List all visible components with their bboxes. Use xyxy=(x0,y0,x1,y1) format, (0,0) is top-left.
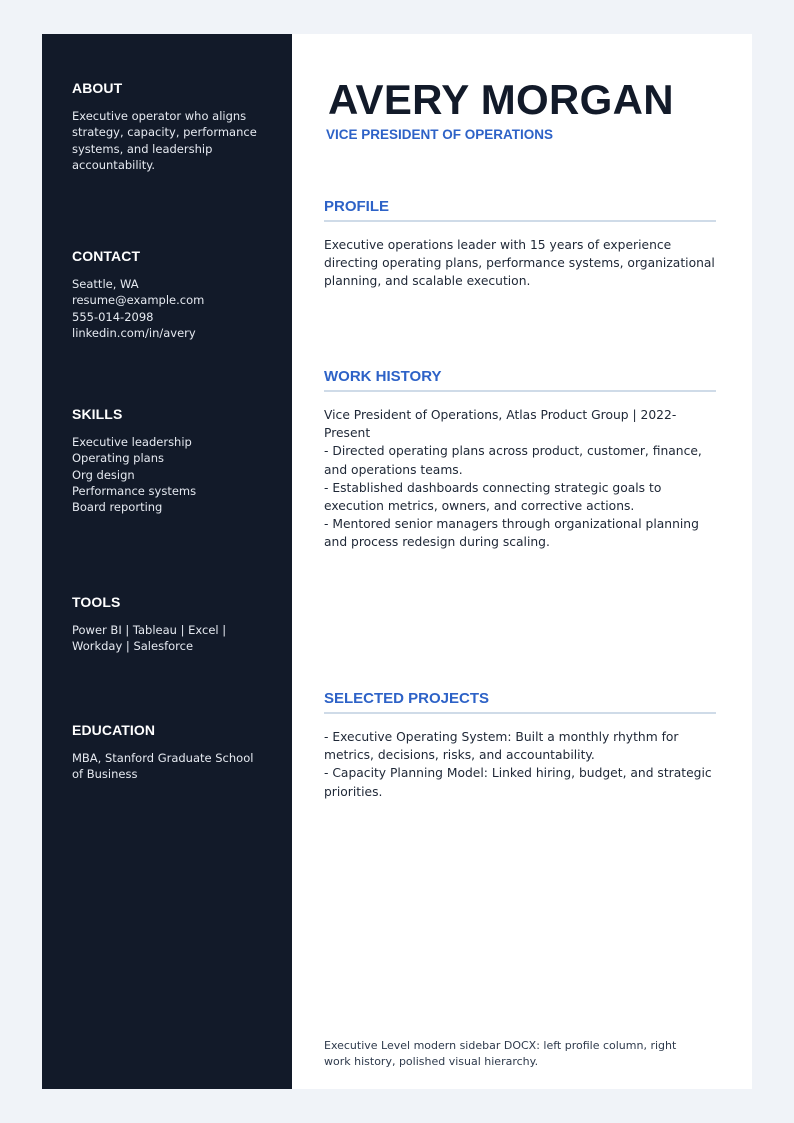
work-history-body xyxy=(324,406,716,552)
profile-section xyxy=(324,198,716,291)
contact-heading: CONTACT xyxy=(72,248,141,264)
skill-item: Performance systems xyxy=(72,483,197,498)
about-heading: ABOUT xyxy=(72,80,123,96)
profile-text: Executive operations leader with 15 years of experience directing operating plans, performance systems, organizational planning, and scalable execution. xyxy=(324,238,715,289)
contact-location: Seattle, WA xyxy=(72,277,139,291)
projects-body xyxy=(324,728,716,801)
profile-heading: PROFILE xyxy=(324,198,716,222)
contact-phone: 555-014-2098 xyxy=(72,309,154,324)
job-bullet: - Mentored senior managers through organizational planning and process redesign during scaling. xyxy=(324,517,699,550)
skill-item: Executive leadership xyxy=(72,435,192,449)
contact-section xyxy=(72,248,262,341)
about-text: Executive operator who aligns strategy, capacity, performance systems, and leadership accountability. xyxy=(72,109,257,172)
tools-heading: TOOLS xyxy=(72,594,121,610)
job-entry-title: Vice President of Operations, Atlas Product Group | 2022-Present xyxy=(324,408,677,441)
work-history-section xyxy=(324,368,716,552)
job-bullet: - Directed operating plans across product, customer, finance, and operations teams. xyxy=(324,444,702,477)
work-history-heading: WORK HISTORY xyxy=(324,368,716,392)
skills-list xyxy=(72,434,262,515)
contact-list xyxy=(72,276,262,341)
job-title: VICE PRESIDENT OF OPERATIONS xyxy=(326,127,554,142)
job-bullet: - Established dashboards connecting strategic goals to execution metrics, owners, and corrective actions. xyxy=(324,480,662,514)
candidate-name: AVERY MORGAN xyxy=(328,76,674,123)
skill-item: Org design xyxy=(72,467,135,482)
contact-email: resume@example.com xyxy=(72,293,205,308)
about-section xyxy=(72,80,262,173)
skills-section xyxy=(72,406,262,515)
sidebar xyxy=(42,34,292,1089)
tools-text: Power BI | Tableau | Excel | Workday | Salesforce xyxy=(72,623,227,654)
tools-section xyxy=(72,594,262,655)
skill-item: Board reporting xyxy=(72,500,163,515)
education-text: MBA, Stanford Graduate School of Business xyxy=(72,751,254,782)
contact-linkedin: linkedin.com/in/avery xyxy=(72,325,196,340)
education-heading: EDUCATION xyxy=(72,722,156,738)
footer-note: Executive Level modern sidebar DOCX: left profile column, right work history, polished visual hierarchy. xyxy=(324,1039,677,1068)
projects-heading: SELECTED PROJECTS xyxy=(324,690,716,714)
project-item: - Capacity Planning Model: Linked hiring, budget, and strategic priorities. xyxy=(324,766,712,799)
project-item: - Executive Operating System: Built a monthly rhythm for metrics, decisions, risks, and accountability. xyxy=(324,730,679,763)
skills-heading: SKILLS xyxy=(72,406,123,422)
resume-page xyxy=(42,34,752,1089)
skill-item: Operating plans xyxy=(72,451,164,466)
projects-section xyxy=(324,690,716,801)
education-section xyxy=(72,722,262,783)
